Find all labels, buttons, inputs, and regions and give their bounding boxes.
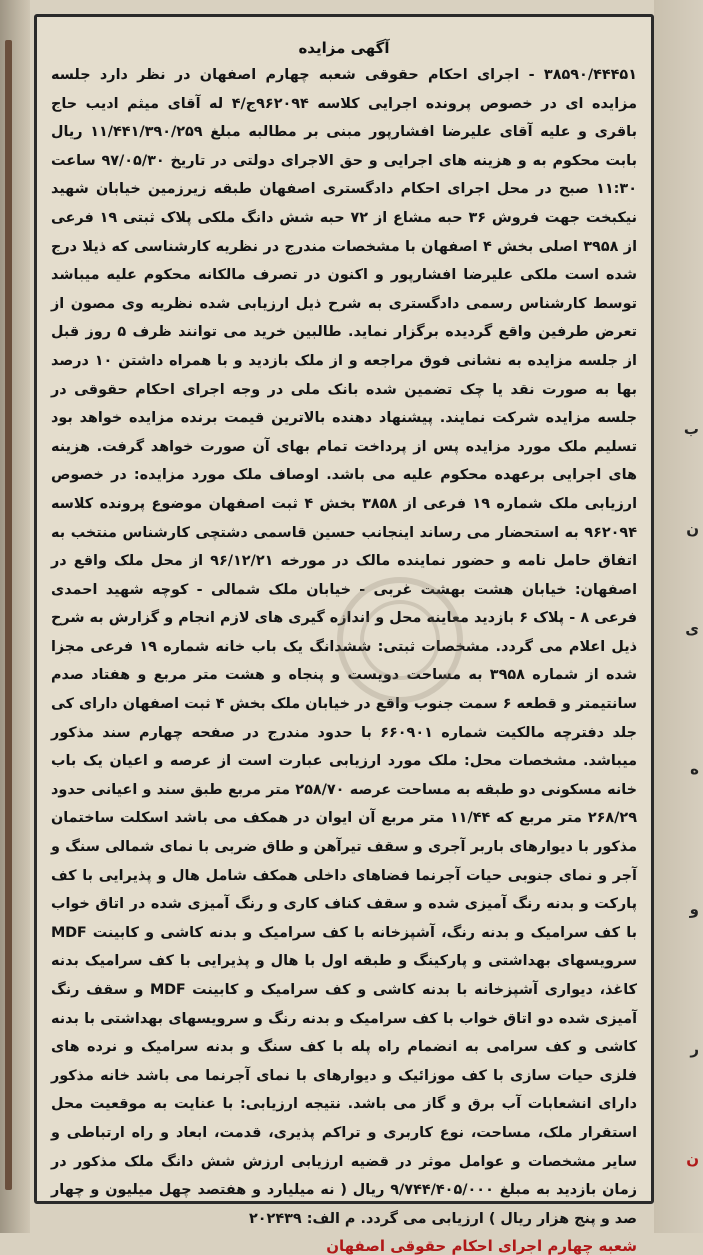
newspaper-left-edge bbox=[0, 0, 30, 1233]
watermark-logo-icon bbox=[300, 560, 500, 720]
adjacent-column bbox=[654, 0, 703, 1233]
adjacent-text-fragment: ن bbox=[686, 520, 699, 538]
adjacent-text-fragment: ه bbox=[690, 760, 699, 778]
adjacent-text-fragment: و bbox=[689, 900, 699, 918]
left-column-rule bbox=[5, 40, 12, 1190]
adjacent-text-fragment: ی bbox=[685, 620, 699, 638]
notice-body: ۳۸۵۹۰/۴۴۴۵۱ - اجرای احکام حقوقی شعبه چهارم اصفهان در نظر دارد جلسه مزایده ای در خصوص پرونده اجرایی کلاسه ۹۶۲۰۹۴ج/۴ له آقای میثم ادیب حاج باقری و علیه آقای علیرضا افشارپور مبنی بر مطالبه مبلغ ۱۱/۴۴۱/۳۹۰/۲۵۹ ریال بابت محکوم به و هزینه های اجرایی و حق الاجرای دولتی در تاریخ ۹۷/۰۵/۳۰ ساعت ۱۱:۳۰ صبح در محل اجرای احکام دادگستری اصفهان طبقه زیرزمین خیابان شهید نیکبخت جهت فروش ۳۶ حبه مشاع از ۷۲ حبه شش دانگ ملکی پلاک ثبتی ۱۹ فرعی از ۳۹۵۸ اصلی بخش ۴ اصفهان با مشخصات مندرج در نظریه کارشناسی که ذیلا درج شده است ملکی علیرضا افشارپور و اکنون در تصرف مالکانه محکوم علیه میباشد توسط کارشناس رسمی دادگستری به شرح ذیل ارزیابی شده نظریه وی مصون از تعرض طرفین واقع گردیده برگزار نماید. طالبین خرید می توانند ظرف ۵ روز قبل از جلسه مزایده به نشانی فوق مراجعه و از ملک بازدید و با همراه داشتن ۱۰ درصد بها به صورت نقد یا چک تضمین شده بانک ملی در وجه اجرای احکام حقوقی در جلسه مزایده شرکت نمایند. پیشنهاد دهنده بالاترین قیمت برنده مزایده خواهد بود تسلیم ملک مورد مزایده پس از پرداخت تمام بهای آن صورت خواهد گرفت. هزینه های اجرایی برعهده محکوم علیه می باشد. اوصاف ملک مورد مزایده: در خصوص ارزیابی ملک شماره ۱۹ فرعی از ۳۸۵۸ بخش ۴ ثبت اصفهان موضوع پرونده کلاسه ۹۶۲۰۹۴ به استحضار می رساند اینجانب حسین قاسمی دشتچی کارشناس منتخب به اتفاق حامل نامه و حضور نماینده مالک در مورخه ۹۶/۱۲/۲۱ از محل ملک واقع در اصفهان: خیابان هشت بهشت غربی - خیابان ملک شمالی - کوچه شهید احمدی فرعی ۸ - پلاک ۶ بازدید معاینه محل و اندازه گیری های لازم انجام و گزارش به شرح ذیل اعلام می گردد. مشخصات ثبتی: ششدانگ یک باب خانه شماره ۱۹ فرعی مجزا شده از شماره ۳۹۵۸ به مساحت دویست و پنجاه و هشت متر مربع و هفتاد صدم سانتیمتر و قطعه ۶ سمت جنوب واقع در خیابان ملک بخش ۴ ثبت اصفهان دارای کی جلد دفترچه مالکیت شماره ۶۶۰۹۰۱ با حدود مندرج در صفحه چهارم سند مذکور میباشد. مشخصات محل: ملک مورد ارزیابی عبارت است از عرصه و اعیان یک باب خانه مسکونی دو طبقه به مساحت عرصه ۲۵۸/۷۰ متر مربع طبق سند و اعیانی حدود ۲۶۸/۲۹ متر مربع که ۱۱/۴۴ متر مربع آن ایوان در همکف می باشد اسکلت ساختمان مذکور با دیوارهای باربر آجری و سقف تیرآهن و طاق ضربی با نمای شمالی سنگ و آجر و نمای جنوبی حیات آجرنما فضاهای داخلی همکف شامل هال و پذیرایی با کف پارکت و بدنه رنگ آمیزی شده و سقف کناف کاری و رنگ آمیزی شده در اتاق خواب با کف سرامیک و بدنه رنگ، آشپزخانه با کف سرامیک و بدنه کاشی و کابینت MDF سرویسهای بهداشتی و پارکینگ و طبقه اول با هال و پذیرایی با کف سرامیک بدنه کاغذ، دیواری آشپزخانه با بدنه کاشی و کف سرامیک و کابینت MDF و سقف رنگ آمیزی شده دو اتاق خواب با کف سرامیک و بدنه رنگ و سرویسهای بهداشتی با بدنه کاشی و کف سرامی به انضمام راه پله با کف سنگ و بدنه سرامیک و نرده های فلزی حیات سازی با کف موزائیک و دیوارهای با نمای آجرنما می باشد خانه مذکور دارای انشعابات آب برق و گاز می باشد. نتیجه ارزیابی: با عنایت به موقعیت محل استقرار ملک، مساحت، نوع کاربری و تراکم پذیری، قدمت، ابعاد و راه ارتباطی و سایر مشخصات و عوامل موثر در قضیه ارزیابی ارزش شش دانگ ملک مذکور در زمان بازدید به مبلغ ۹/۷۴۴/۴۰۵/۰۰۰ ریال ( نه میلیارد و هفتصد چهل میلیون و چهار صد و پنج هزار ریال ) ارزیابی می گردد. م الف: ۲۰۲۴۳۹ bbox=[51, 67, 638, 1227]
adjacent-text-fragment: ب bbox=[683, 420, 699, 438]
notice-signature: شعبه چهارم اجرای احکام حقوقی اصفهان bbox=[326, 1237, 637, 1255]
notice-title: آگهی مزایده bbox=[298, 39, 390, 57]
adjacent-text-fragment: ر bbox=[690, 1040, 699, 1058]
adjacent-text-fragment: ن bbox=[686, 1150, 699, 1168]
